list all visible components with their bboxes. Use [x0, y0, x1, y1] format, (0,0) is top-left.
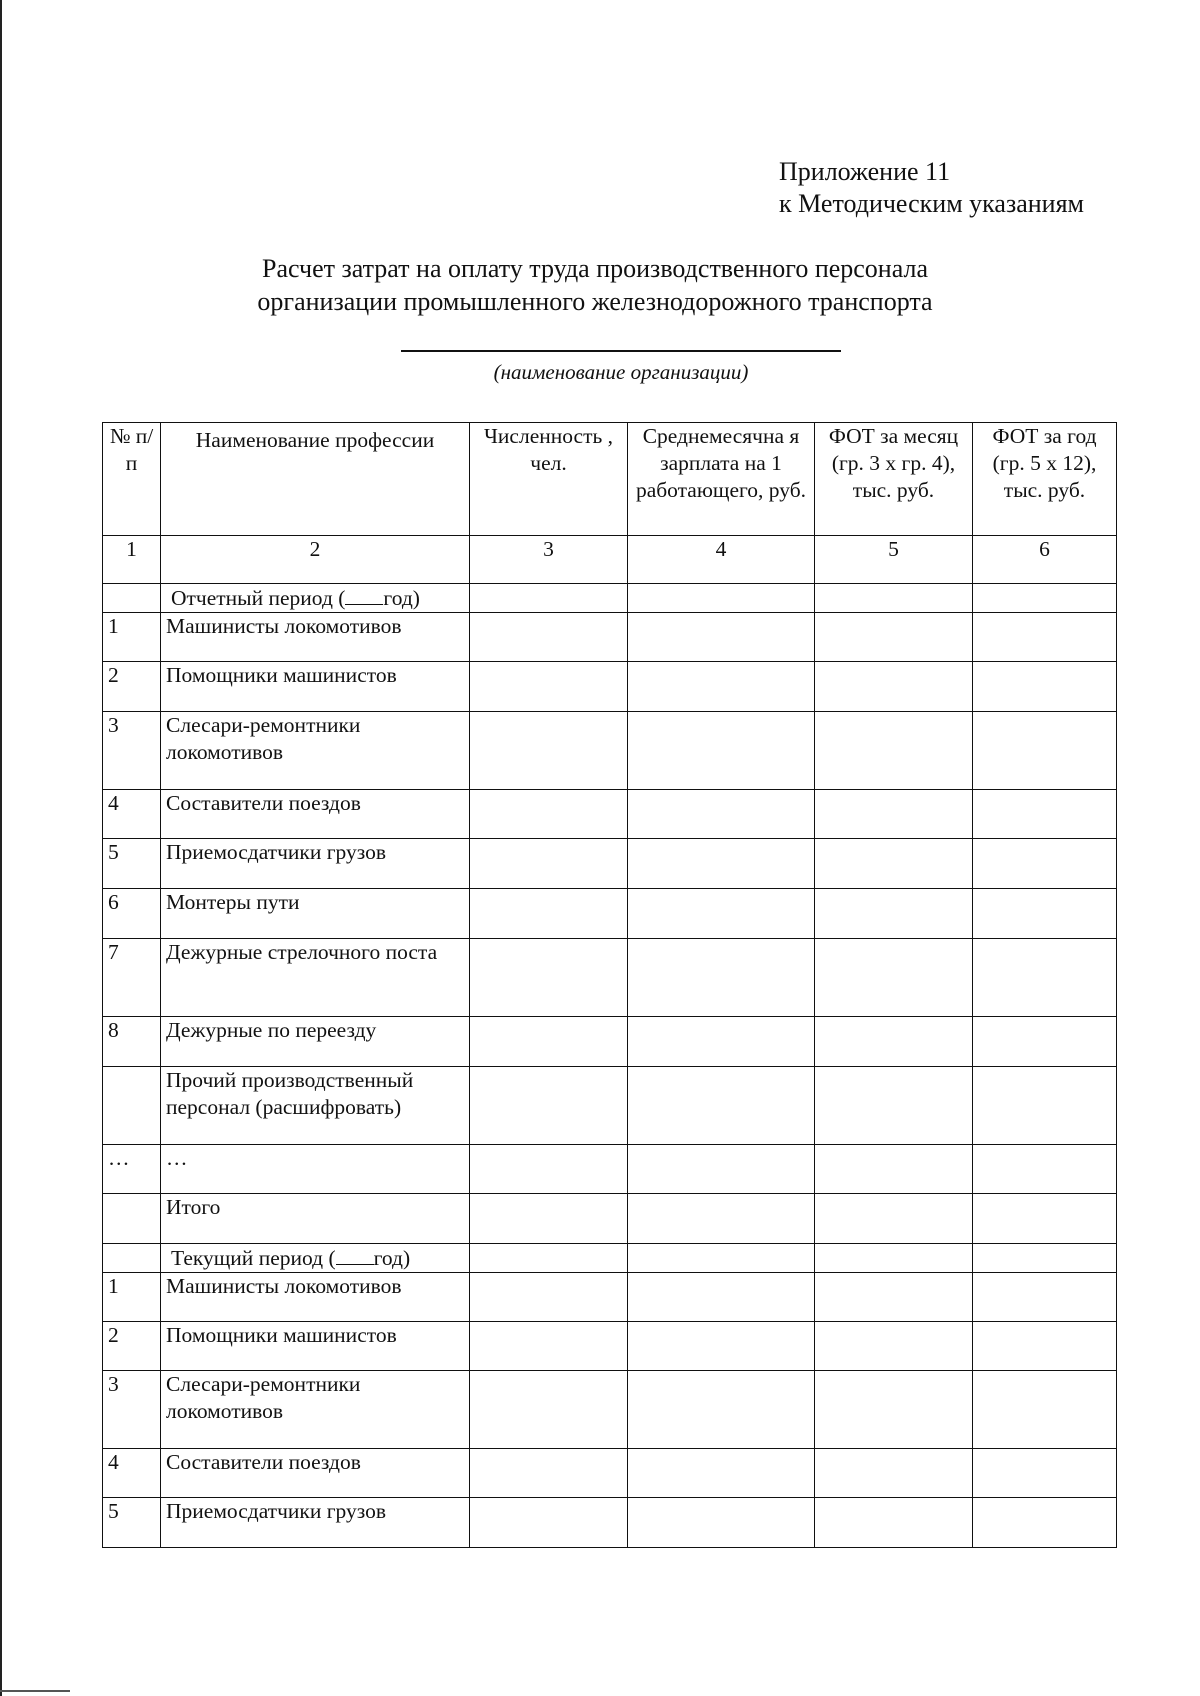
value-cell — [973, 1371, 1117, 1449]
table-row — [103, 1067, 1117, 1145]
labor-cost-table — [102, 422, 1117, 1548]
column-number: 3 — [470, 536, 628, 584]
profession-name: Помощники машинистов — [161, 662, 470, 712]
value-cell — [628, 1449, 815, 1498]
value-cell — [815, 790, 973, 839]
value-cell — [470, 1498, 628, 1548]
appendix-header — [779, 156, 1084, 220]
value-cell — [628, 1322, 815, 1371]
document-title — [150, 252, 1040, 318]
row-number: 5 — [103, 1498, 161, 1548]
year-blank — [345, 584, 383, 605]
value-cell — [973, 613, 1117, 662]
value-cell — [470, 939, 628, 1017]
value-cell — [973, 1067, 1117, 1145]
empty-cell — [628, 584, 815, 613]
table-row — [103, 889, 1117, 939]
value-cell — [628, 1017, 815, 1067]
table-row — [103, 1322, 1117, 1371]
section-header-row — [103, 1244, 1117, 1273]
value-cell — [815, 1498, 973, 1548]
table-row — [103, 939, 1117, 1017]
empty-cell — [103, 1244, 161, 1273]
scan-mark — [0, 1690, 70, 1692]
table-row — [103, 1194, 1117, 1244]
header-row — [103, 423, 1117, 536]
value-cell — [628, 1371, 815, 1449]
section-title-suffix: год) — [383, 586, 420, 610]
value-cell — [628, 1273, 815, 1322]
row-number: 7 — [103, 939, 161, 1017]
value-cell — [973, 662, 1117, 712]
profession-name: Помощники машинистов — [161, 1322, 470, 1371]
table-row — [103, 1145, 1117, 1194]
empty-cell — [973, 1244, 1117, 1273]
row-number: 2 — [103, 662, 161, 712]
header-cell: Наименование профессии — [161, 423, 470, 536]
value-cell — [470, 1017, 628, 1067]
table-row — [103, 839, 1117, 889]
value-cell — [470, 1273, 628, 1322]
section-title-suffix: год) — [373, 1246, 411, 1270]
column-number: 2 — [161, 536, 470, 584]
profession-name: Итого — [161, 1194, 470, 1244]
value-cell — [628, 790, 815, 839]
value-cell — [815, 839, 973, 889]
value-cell — [973, 1194, 1117, 1244]
value-cell — [973, 790, 1117, 839]
header-cell: ФОТ за год (гр. 5 х 12), тыс. руб. — [973, 423, 1117, 536]
table-row — [103, 790, 1117, 839]
row-number: 2 — [103, 1322, 161, 1371]
value-cell — [973, 1449, 1117, 1498]
row-number: 4 — [103, 790, 161, 839]
table-row — [103, 1498, 1117, 1548]
value-cell — [470, 839, 628, 889]
value-cell — [470, 613, 628, 662]
table-row — [103, 1449, 1117, 1498]
value-cell — [628, 939, 815, 1017]
header-cell: Среднемесячна я зарплата на 1 работающего, руб. — [628, 423, 815, 536]
empty-cell — [470, 584, 628, 613]
value-cell — [470, 889, 628, 939]
value-cell — [470, 1145, 628, 1194]
row-number — [103, 1194, 161, 1244]
value-cell — [470, 1194, 628, 1244]
section-header-row — [103, 584, 1117, 613]
empty-cell — [815, 1244, 973, 1273]
row-number: 8 — [103, 1017, 161, 1067]
value-cell — [815, 939, 973, 1017]
value-cell — [973, 1498, 1117, 1548]
scan-edge — [0, 0, 2, 1696]
value-cell — [815, 1273, 973, 1322]
profession-name: Машинисты локомотивов — [161, 1273, 470, 1322]
value-cell — [470, 1067, 628, 1145]
header-cell: Численность , чел. — [470, 423, 628, 536]
value-cell — [973, 712, 1117, 790]
value-cell — [815, 889, 973, 939]
empty-cell — [103, 584, 161, 613]
value-cell — [973, 1322, 1117, 1371]
section-title — [161, 1244, 470, 1273]
value-cell — [815, 712, 973, 790]
table-row — [103, 662, 1117, 712]
value-cell — [628, 712, 815, 790]
value-cell — [973, 839, 1117, 889]
value-cell — [470, 662, 628, 712]
table-row — [103, 1017, 1117, 1067]
profession-name: Монтеры пути — [161, 889, 470, 939]
profession-name: Приемосдатчики грузов — [161, 839, 470, 889]
profession-name: Слесари-ремонтники локомотивов — [161, 712, 470, 790]
profession-name: … — [161, 1145, 470, 1194]
value-cell — [628, 1498, 815, 1548]
header-cell: № п/п — [103, 423, 161, 536]
organization-name-line — [401, 350, 841, 352]
empty-cell — [973, 584, 1117, 613]
table-row — [103, 1371, 1117, 1449]
table-row — [103, 712, 1117, 790]
value-cell — [973, 939, 1117, 1017]
row-number: 6 — [103, 889, 161, 939]
profession-name: Дежурные по переезду — [161, 1017, 470, 1067]
empty-cell — [628, 1244, 815, 1273]
value-cell — [973, 889, 1117, 939]
value-cell — [815, 1017, 973, 1067]
value-cell — [628, 889, 815, 939]
value-cell — [815, 1067, 973, 1145]
title-line-2: организации промышленного железнодорожного транспорта — [257, 287, 933, 316]
value-cell — [815, 1194, 973, 1244]
empty-cell — [470, 1244, 628, 1273]
profession-name: Машинисты локомотивов — [161, 613, 470, 662]
column-number: 1 — [103, 536, 161, 584]
value-cell — [628, 662, 815, 712]
row-number: 1 — [103, 1273, 161, 1322]
value-cell — [470, 1449, 628, 1498]
organization-caption: (наименование организации) — [493, 360, 749, 384]
section-title-prefix: Отчетный период ( — [171, 586, 346, 610]
row-number: 5 — [103, 839, 161, 889]
profession-name: Дежурные стрелочного поста — [161, 939, 470, 1017]
value-cell — [815, 1449, 973, 1498]
value-cell — [628, 839, 815, 889]
value-cell — [628, 613, 815, 662]
year-blank — [336, 1244, 374, 1265]
row-number: 1 — [103, 613, 161, 662]
table-row — [103, 613, 1117, 662]
value-cell — [628, 1145, 815, 1194]
value-cell — [815, 613, 973, 662]
row-number: 3 — [103, 1371, 161, 1449]
value-cell — [470, 1322, 628, 1371]
value-cell — [815, 1322, 973, 1371]
value-cell — [815, 1145, 973, 1194]
profession-name: Прочий производственный персонал (расшифровать) — [161, 1067, 470, 1145]
value-cell — [815, 1371, 973, 1449]
row-number: 4 — [103, 1449, 161, 1498]
header-cell: ФОТ за месяц (гр. 3 х гр. 4), тыс. руб. — [815, 423, 973, 536]
value-cell — [470, 1371, 628, 1449]
column-number: 4 — [628, 536, 815, 584]
profession-name: Приемосдатчики грузов — [161, 1498, 470, 1548]
profession-name: Составители поездов — [161, 1449, 470, 1498]
empty-cell — [815, 584, 973, 613]
row-number: 3 — [103, 712, 161, 790]
value-cell — [628, 1194, 815, 1244]
value-cell — [628, 1067, 815, 1145]
value-cell — [973, 1145, 1117, 1194]
profession-name: Составители поездов — [161, 790, 470, 839]
column-number: 5 — [815, 536, 973, 584]
profession-name: Слесари-ремонтники локомотивов — [161, 1371, 470, 1449]
value-cell — [470, 712, 628, 790]
section-title-prefix: Текущий период ( — [171, 1246, 336, 1270]
value-cell — [973, 1273, 1117, 1322]
row-number — [103, 1067, 161, 1145]
appendix-line-1: Приложение 11 — [779, 157, 951, 186]
section-title — [161, 584, 470, 613]
row-number: … — [103, 1145, 161, 1194]
column-number: 6 — [973, 536, 1117, 584]
column-number-row — [103, 536, 1117, 584]
title-line-1: Расчет затрат на оплату труда производственного персонала — [261, 254, 929, 283]
table-row — [103, 1273, 1117, 1322]
value-cell — [973, 1017, 1117, 1067]
appendix-line-2: к Методическим указаниям — [779, 189, 1084, 218]
value-cell — [470, 790, 628, 839]
value-cell — [815, 662, 973, 712]
